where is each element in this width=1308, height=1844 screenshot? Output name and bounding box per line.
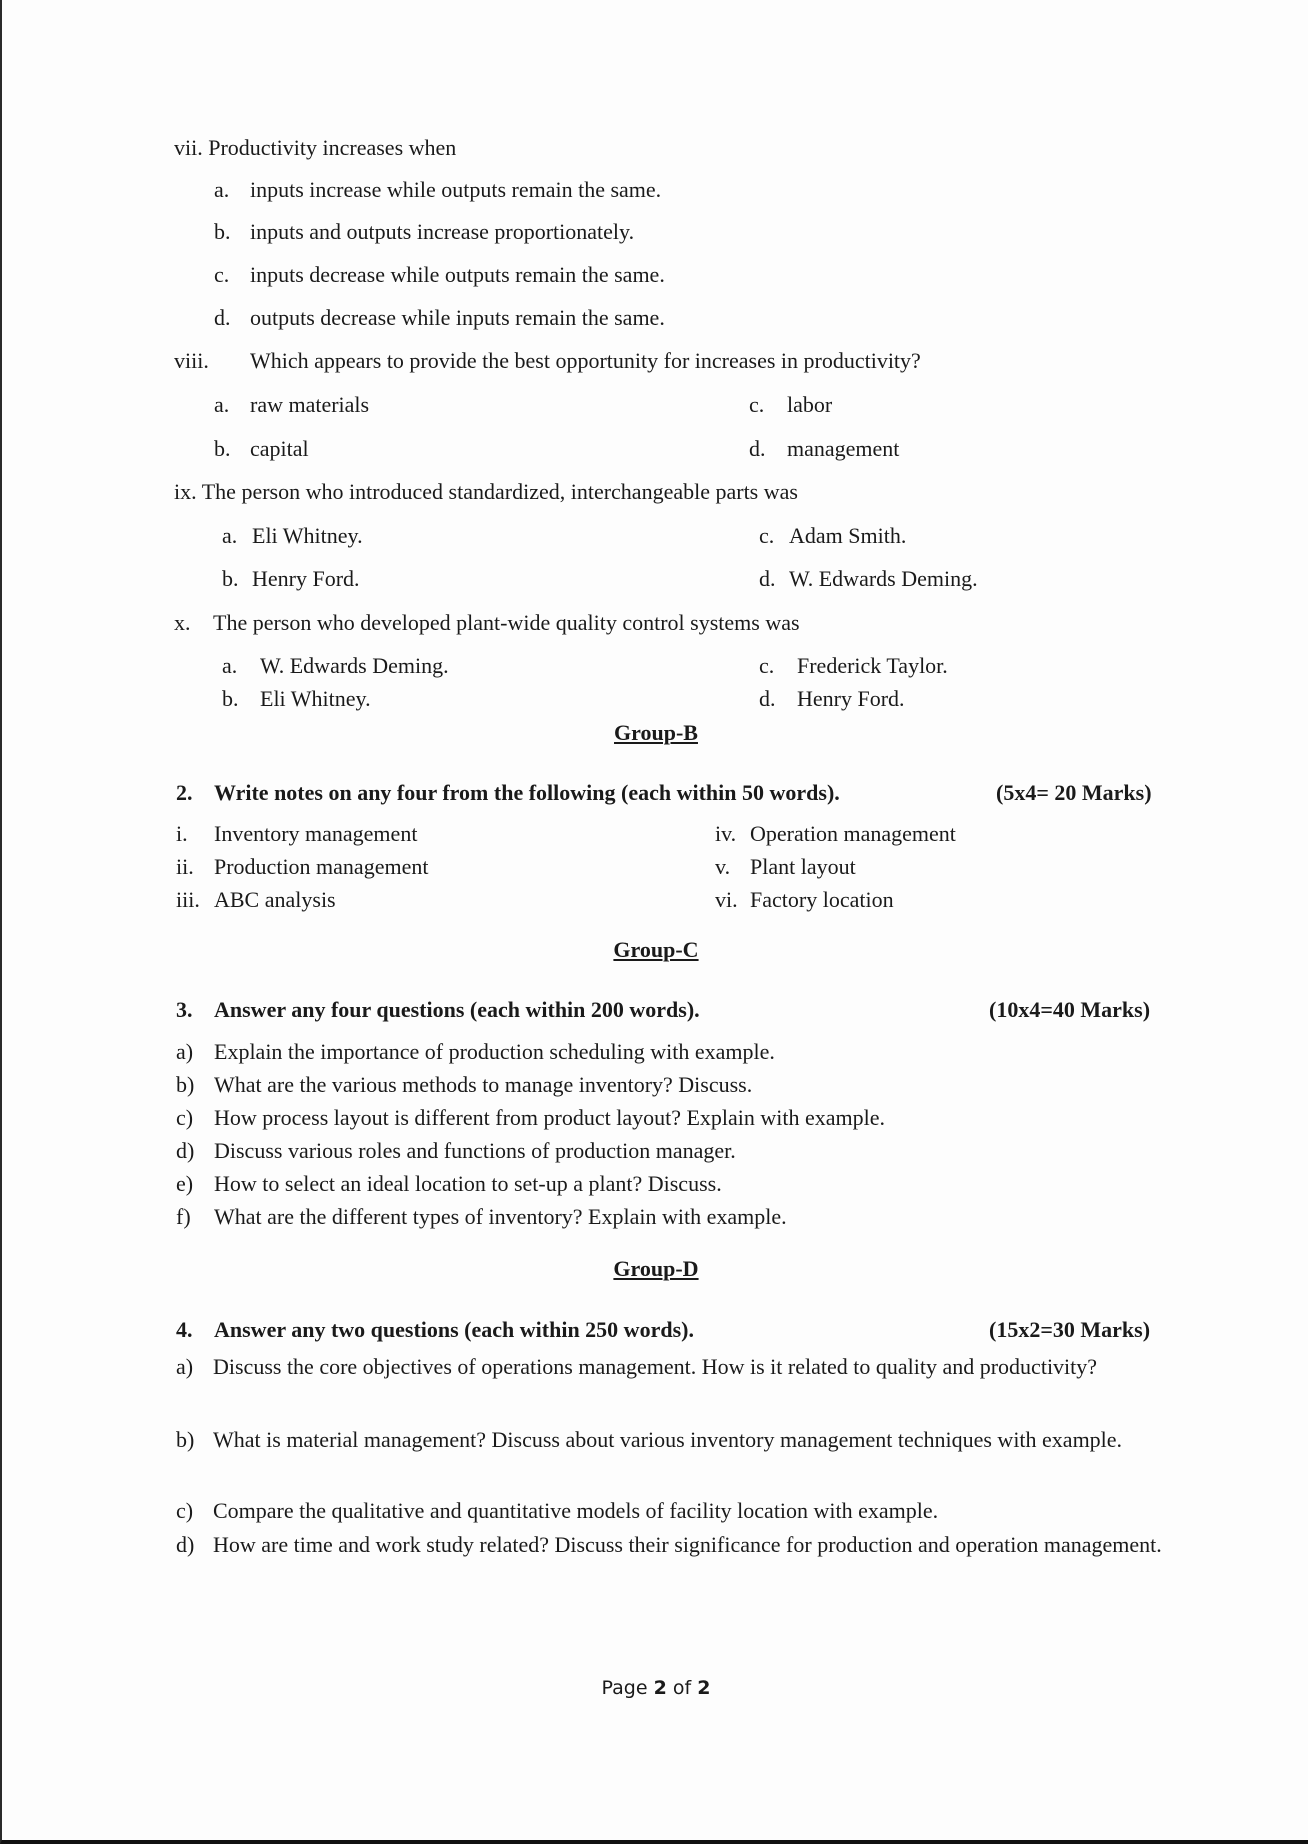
question-stem: [174, 479, 798, 505]
option: a. raw materials: [214, 392, 370, 417]
list-item: v. Plant layout: [715, 854, 856, 879]
option: a. Eli Whitney.: [222, 523, 363, 548]
section-instruction: 3. Answer any four questions (each within 200 words).: [176, 997, 700, 1022]
list-item-label: d): [176, 1532, 195, 1557]
option: d. Henry Ford.: [759, 686, 905, 711]
section-instruction: 2. Write notes on any four from the following (each within 50 words).: [176, 780, 840, 805]
option: c. Adam Smith.: [759, 523, 907, 548]
list-item: d) Discuss various roles and functions of production manager.: [176, 1138, 736, 1163]
marks-label: (15x2=30 Marks): [989, 1317, 1151, 1342]
list-item: i. Inventory management: [176, 821, 418, 846]
list-item: ii. Production management: [176, 854, 429, 879]
question-text: Which appears to provide the best opportunity for increases in productivity?: [250, 348, 921, 373]
page-number: Page 2 of 2: [601, 1677, 711, 1699]
list-item-label: b): [176, 1427, 195, 1452]
section-instruction: 4. Answer any two questions (each within 250 words).: [176, 1317, 694, 1342]
list-item-label: a): [176, 1354, 194, 1379]
question-number: viii.: [174, 348, 209, 373]
option: b. capital: [214, 436, 309, 461]
question-text: Productivity increases when: [208, 135, 457, 160]
option: b. Eli Whitney.: [222, 686, 371, 711]
option: d. outputs decrease while inputs remain the same.: [214, 305, 665, 330]
question-text: The person who developed plant-wide quality control systems was: [213, 610, 800, 635]
option: a. W. Edwards Deming.: [222, 653, 449, 678]
question-number: ix.: [174, 479, 197, 504]
question-stem: [174, 135, 456, 161]
option: c. inputs decrease while outputs remain the same.: [214, 262, 665, 287]
option: b. inputs and outputs increase proportionately.: [214, 219, 635, 244]
section-heading-group-b: Group-B: [614, 720, 698, 745]
list-item: What is material management? Discuss about various inventory management techniques with example.: [213, 1427, 1123, 1452]
list-item: How are time and work study related? Discuss their significance for production and operation management.: [213, 1532, 1162, 1557]
list-item-label: c): [176, 1498, 194, 1523]
list-item: c) How process layout is different from product layout? Explain with example.: [176, 1105, 886, 1130]
section-heading-group-c: Group-C: [613, 937, 699, 962]
option: d. management: [749, 436, 900, 461]
list-item: Compare the qualitative and quantitative models of facility location with example.: [213, 1498, 939, 1523]
list-item: iii. ABC analysis: [176, 887, 336, 912]
list-item: vi. Factory location: [715, 887, 894, 912]
list-item: f) What are the different types of inventory? Explain with example.: [176, 1204, 787, 1229]
option: c. labor: [749, 392, 833, 417]
question-stem: [174, 348, 921, 374]
option: a. inputs increase while outputs remain the same.: [214, 177, 662, 202]
list-item: b) What are the various methods to manage inventory? Discuss.: [176, 1072, 753, 1097]
option: d. W. Edwards Deming.: [759, 566, 978, 591]
question-number: vii.: [174, 135, 203, 160]
marks-label: (5x4= 20 Marks): [996, 780, 1152, 805]
option: b. Henry Ford.: [222, 566, 360, 591]
section-heading-group-d: Group-D: [613, 1256, 699, 1281]
question-number: x.: [174, 610, 191, 635]
list-item: Discuss the core objectives of operations management. How is it related to quality and productivity?: [213, 1354, 1098, 1379]
list-item: a) Explain the importance of production scheduling with example.: [176, 1039, 775, 1064]
option: c. Frederick Taylor.: [759, 653, 948, 678]
question-stem: [174, 610, 800, 636]
list-item: iv. Operation management: [715, 821, 956, 846]
list-item: e) How to select an ideal location to set-up a plant? Discuss.: [176, 1171, 722, 1196]
question-text: The person who introduced standardized, interchangeable parts was: [201, 479, 798, 504]
marks-label: (10x4=40 Marks): [989, 997, 1151, 1022]
